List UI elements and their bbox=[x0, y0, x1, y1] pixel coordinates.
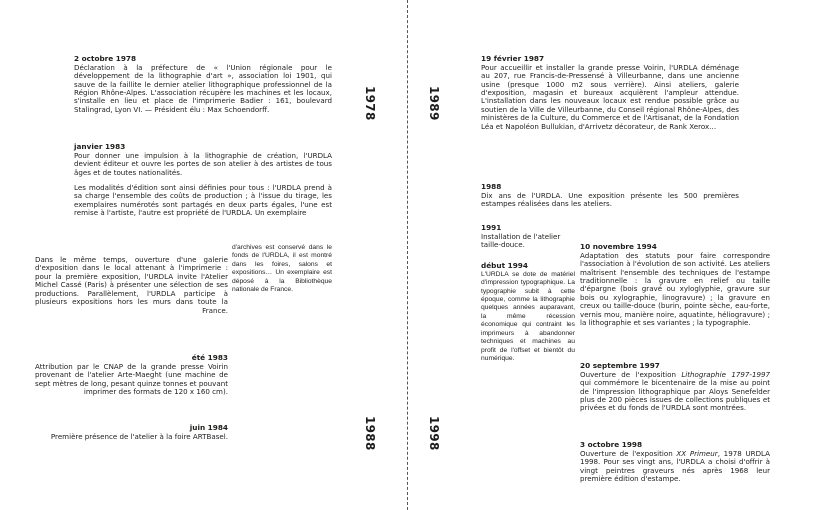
entry-1978 bbox=[74, 55, 332, 114]
entry-gallery bbox=[35, 256, 228, 315]
entry-date: 1988 bbox=[481, 182, 502, 191]
entry-date: janvier 1983 bbox=[74, 142, 126, 151]
entry-date: 20 septembre 1997 bbox=[580, 361, 660, 370]
entry-date: 1991 bbox=[481, 223, 502, 232]
entry-text: Pour donner une impulsion à la lithographie de création, l'URDLA devient éditeur et ouvre les portes de son atelier à des artistes de tous âges et de toutes nationalités. bbox=[74, 150, 332, 177]
entry-1991 bbox=[481, 224, 575, 250]
entry-text: Première présence de l'atelier à la foire ARTBasel. bbox=[50, 431, 228, 441]
entry-feb-1987 bbox=[481, 55, 739, 131]
year-marker-1989: 1989 bbox=[427, 86, 441, 121]
entry-date: 19 février 1987 bbox=[481, 54, 545, 63]
entry-date: 10 novembre 1994 bbox=[580, 242, 657, 251]
year-marker-1998: 1998 bbox=[427, 416, 441, 451]
entry-text: Déclaration à la préfecture de « l'Union régionale pour le développement de la lithographie d'art », association loi 1901, qui sauve de la faillite le dernier atelier lithographique professionnel de la Région Rhône-Alpes. L'association récupère les machines et les locaux, s'installe en lieu et place de l'imprimerie Badier : 161, boulevard Stalingrad, Lyon VI. — Président élu : Max Schoendorff. bbox=[74, 62, 332, 114]
entry-nov-1994 bbox=[580, 243, 770, 328]
entry-summer-1983 bbox=[35, 354, 228, 396]
entry-text-editions: Les modalités d'édition sont ainsi définies pour tous : l'URDLA prend à sa charge l'ensemble des coûts de production ; à l'issue du tirage, les exemplaires numérotés sont partagés en deux parts égales, l'une est remise à l'artiste, l'autre est propriété de l'URDLA. Un exemplaire bbox=[74, 182, 332, 218]
year-marker-1988: 1988 bbox=[363, 416, 377, 451]
entry-text: Installation de l'atelier taille-douce. bbox=[481, 231, 561, 250]
entry-oct-1998 bbox=[580, 441, 770, 483]
entry-text: Attribution par le CNAP de la grande presse Voirin provenant de l'atelier Arte-Maeght (une machine de sept mètres de long, pesant quinze tonnes et pouvant imprimer des formats de 120 x 160 cm). bbox=[35, 361, 228, 396]
entry-date: 3 octobre 1998 bbox=[580, 440, 643, 449]
entry-1988 bbox=[481, 183, 739, 209]
entry-early-1994 bbox=[481, 262, 575, 364]
entry-jan-1983 bbox=[74, 143, 332, 218]
entry-text: Dix ans de l'URDLA. Une exposition présente les 500 premières estampes réalisées dans les ateliers. bbox=[481, 190, 739, 209]
entry-text: Ouverture de l'exposition Lithographie 1797-1997 qui commémore le bicentenaire de la mise au point de l'impression lithographique par Aloys Senefelder plus de 200 pièces issues de collections publiques et privées et du fonds de l'URDLA sont montrées. bbox=[580, 369, 770, 413]
entry-text: Ouverture de l'exposition XX Primeur, 1978 URDLA 1998. Pour ses vingt ans, l'URDLA a choisi d'offrir à vingt peintres graveurs nés après 1968 leur première édition d'estampe. bbox=[580, 448, 770, 483]
year-marker-1978: 1978 bbox=[363, 86, 377, 121]
entry-date: juin 1984 bbox=[189, 423, 228, 432]
entry-text: L'URDLA se dote de matériel d'impression typographique. La typographie subit à cette époque, comme la lithographie quelques années auparavant, la même récession économique qui contraint les imprimeurs à abandonner techniques et machines au profit de l'offset et bientôt du numérique. bbox=[481, 270, 575, 363]
entry-side-column: d'archives est conservé dans le fonds de l'URDLA, il est montré dans les foires, salons et expositions… Un exemplaire est déposé à la Bibliothèque nationale de France. bbox=[232, 244, 332, 294]
entry-text: Pour accueillir et installer la grande presse Voirin, l'URDLA déménage au 207, rue Francis-de-Pressensé à Villeurbanne, dans une ancienne usine (presque 1000 m2 sous verrière). Ainsi ateliers, galerie d'exposition, magasin et bureaux acquièrent l'ampleur attendue. L'installation dans les nouveaux locaux est rendue possible grâce au soutien de la Ville de Villeurbanne, du Conseil régional Rhône-Alpes, des ministères de la Culture, du Commerce et de l'Artisanat, de la Fondation Léa et Napoléon Bullukian, d'Arrivetz décorateur, de Rank Xerox… bbox=[481, 62, 739, 131]
entry-date: été 1983 bbox=[191, 353, 228, 362]
page-divider bbox=[407, 0, 408, 510]
entry-june-1984 bbox=[35, 424, 228, 441]
entry-text: Dans le même temps, ouverture d'une galerie d'exposition dans le local attenant à l'imprimerie : pour la première exposition, l'URDLA invite l'Atelier Michel Cassé (Paris) à présenter une sélection de ses productions. Parallèlement, l'URDLA participe à plusieurs expositions hors les murs dans toute la France. bbox=[35, 255, 228, 315]
entry-date: début 1994 bbox=[481, 261, 528, 270]
entry-sep-1997 bbox=[580, 362, 770, 413]
entry-date: 2 octobre 1978 bbox=[74, 54, 137, 63]
entry-text: Adaptation des statuts pour faire correspondre l'association à l'évolution de son activité. Les ateliers maîtrisent l'ensemble des techniques de l'estampe traditionnelle : la gravure en relief ou taille d'épargne (bois gravé ou xyloglyphie, gravure sur bois ou xylographie, linogravure) ; la gravure en creux ou taille-douce (burin, pointe sèche, eau-forte, vernis mou, manière noire, aquatinte, héliogravure) ; la lithographie et ses variantes ; la typographie. bbox=[580, 250, 770, 328]
